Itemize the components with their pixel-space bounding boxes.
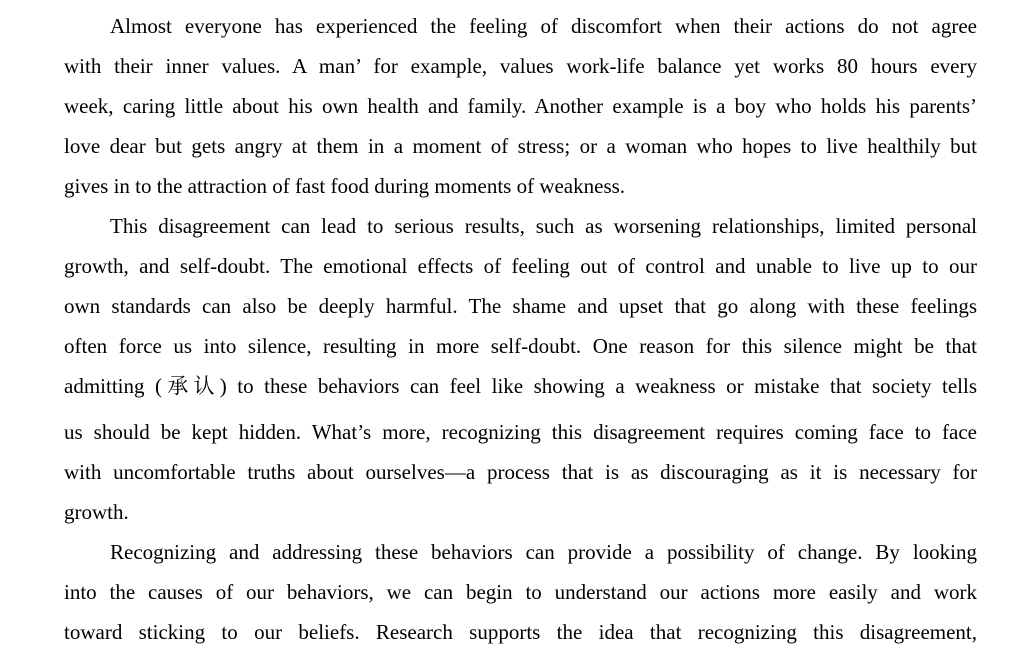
text-line: with their inner values. A man’ for example, values work-life balance yet works 80 hours every [64, 54, 977, 78]
text-line: gives in to the attraction of fast food during moments of weakness. [64, 174, 626, 198]
text-line: often force us into silence, resulting in more self-doubt. One reason for this silence might be that [64, 334, 977, 358]
text-line: own standards can also be deeply harmful. The shame and upset that go along with these feelings [64, 294, 977, 318]
text-line: toward sticking to our beliefs. Research supports the idea that recognizing this disagreement, [64, 620, 977, 644]
paragraph-2 [64, 200, 977, 526]
text-line: growth. [64, 500, 129, 524]
text-line: Almost everyone has experienced the feeling of discomfort when their actions do not agree [110, 14, 977, 38]
text-line: This disagreement can lead to serious results, such as worsening relationships, limited personal [110, 214, 977, 238]
paragraph-1 [64, 0, 977, 200]
text-line: Recognizing and addressing these behaviors can provide a possibility of change. By looking [110, 540, 977, 564]
text-line: love dear but gets angry at them in a moment of stress; or a woman who hopes to live healthily but [64, 134, 977, 158]
text-line: week, caring little about his own health and family. Another example is a boy who holds his parents’ [64, 94, 977, 118]
text-line: with uncomfortable truths about ourselves—a process that is as discouraging as it is necessary for [64, 460, 977, 484]
paragraph-3 [64, 526, 977, 646]
text-line: us should be kept hidden. What’s more, recognizing this disagreement requires coming face to face [64, 420, 977, 444]
document-page [64, 0, 977, 646]
text-line: admitting (承认) to these behaviors can feel like showing a weakness or mistake that society tells [64, 374, 977, 398]
text-line: into the causes of our behaviors, we can begin to understand our actions more easily and work [64, 580, 977, 604]
text-line: growth, and self-doubt. The emotional effects of feeling out of control and unable to live up to our [64, 254, 977, 278]
